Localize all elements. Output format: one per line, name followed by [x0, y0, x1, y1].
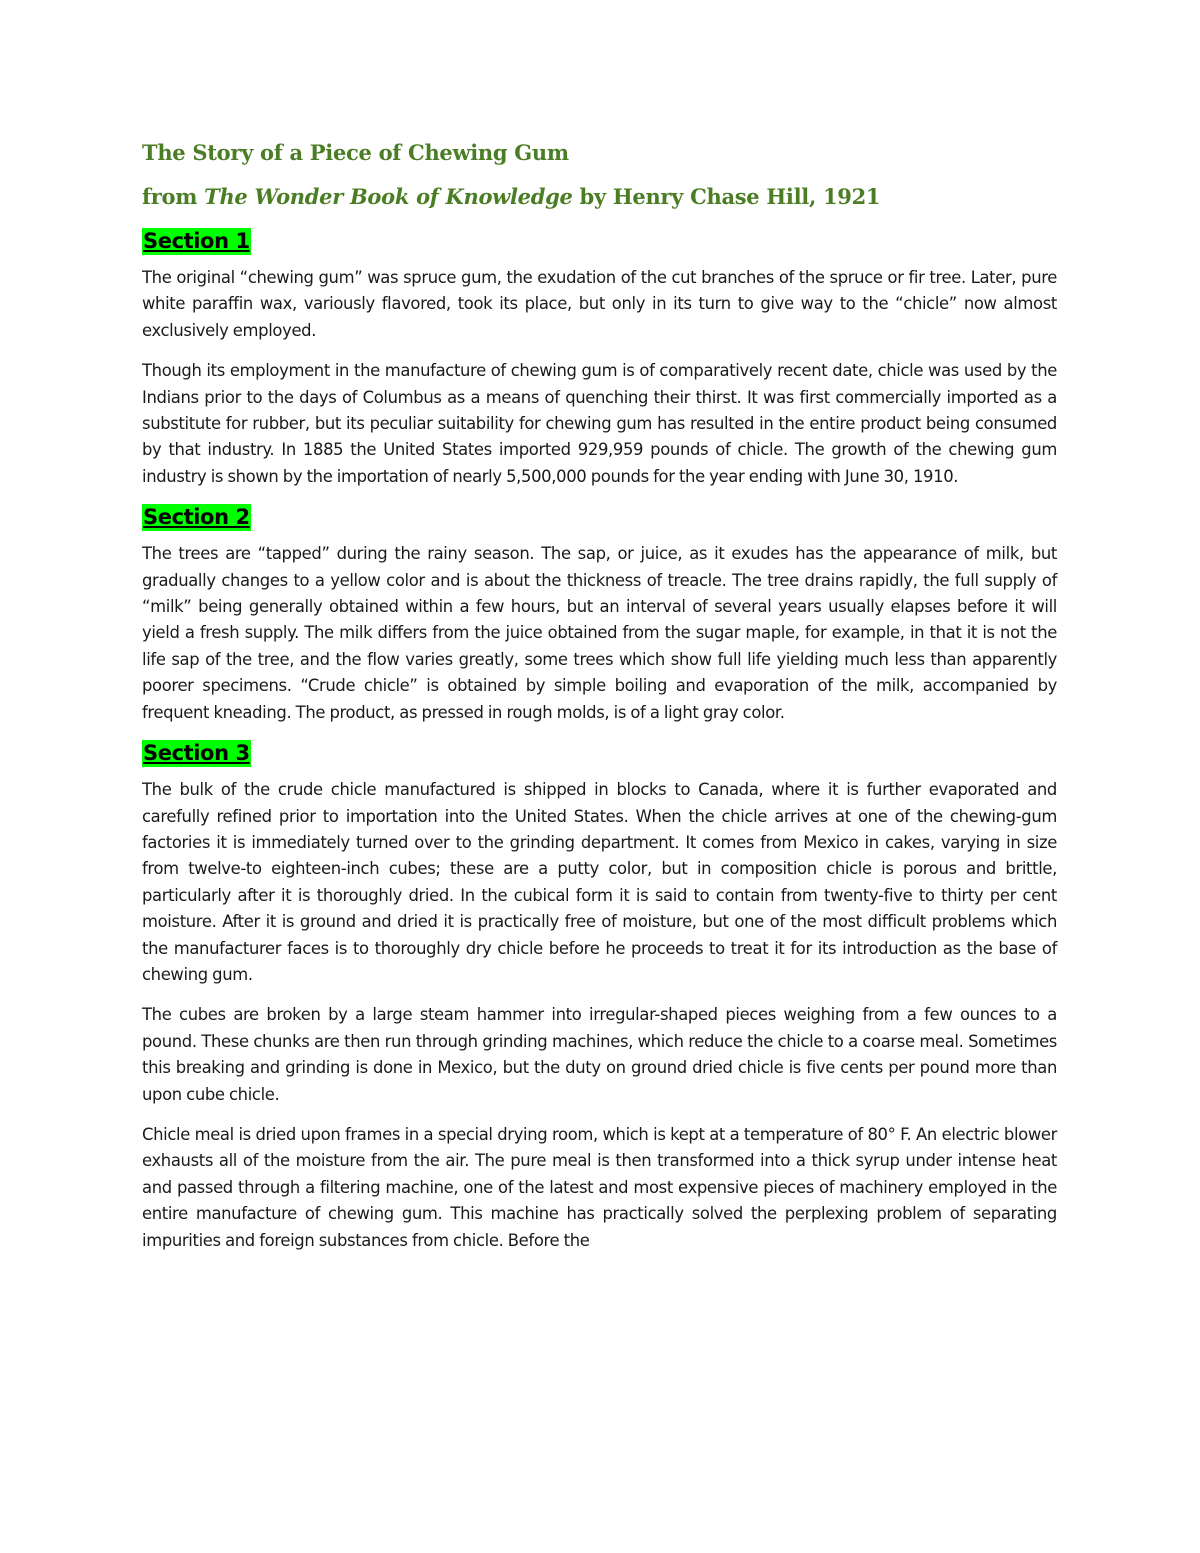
paragraph: The original “chewing gum” was spruce gum, the exudation of the cut branches of the spruce or fir tree. Later, pure white paraffin wax, variously flavored, took its place, but only in its turn to give way to the “chicle” now almost exclusively employed.: [142, 268, 1057, 340]
section-heading: Section 3: [143, 741, 250, 766]
paragraph: Chicle meal is dried upon frames in a special drying room, which is kept at a temperature of 80° F. An electric blower exhausts all of the moisture from the air. The pure meal is then transformed into a thick syrup under intense heat and passed through a filtering machine, one of the latest and most expensive pieces of machinery employed in the entire manufacture of chewing gum. This machine has practically solved the perplexing problem of separating impurities and foreign substances from chicle. Before the: [142, 1124, 1057, 1250]
document-page: [142, 138, 1057, 1268]
paragraph: The bulk of the crude chicle manufactured is shipped in blocks to Canada, where it is further evaporated and carefully refined prior to importation into the United States. When the chicle arrives at one of the chewing-gum factories it is immediately turned over to the grinding department. It comes from Mexico in cakes, varying in size from twelve-to eighteen-inch cubes; these are a putty color, but in composition chicle is porous and brittle, particularly after it is thoroughly dried. In the cubical form it is said to contain from twenty-five to thirty per cent moisture. After it is ground and dried it is practically free of moisture, but one of the most difficult problems which the manufacturer faces is to thoroughly dry chicle before he proceeds to treat it for its introduction as the base of chewing gum.: [142, 780, 1057, 984]
section-heading: Section 2: [143, 505, 250, 530]
document-subtitle: [142, 182, 1057, 212]
subtitle-book-title: The Wonder Book of Knowledge: [204, 184, 573, 209]
paragraph: Though its employment in the manufacture of chewing gum is of comparatively recent date, chicle was used by the Indians prior to the days of Columbus as a means of quenching their thirst. It was first commercially imported as a substitute for rubber, but its peculiar suitability for chewing gum has resulted in the entire product being consumed by that industry. In 1885 the United States imported 929,959 pounds of chicle. The growth of the chewing gum industry is shown by the importation of nearly 5,500,000 pounds for the year ending with June 30, 1910.: [142, 361, 1057, 486]
section-heading: Section 1: [143, 229, 250, 253]
paragraph: The cubes are broken by a large steam hammer into irregular-shaped pieces weighing from a few ounces to a pound. These chunks are then run through grinding machines, which reduce the chicle to a coarse meal. Sometimes this breaking and grinding is done in Mexico, but the duty on ground dried chicle is five cents per pound more than upon cube chicle.: [142, 1005, 1057, 1104]
paragraph: The trees are “tapped” during the rainy season. The sap, or juice, as it exudes has the appearance of milk, but gradually changes to a yellow color and is about the thickness of treacle. The tree drains rapidly, the full supply of “milk” being generally obtained within a few hours, but an interval of several years usually elapses before it will yield a fresh supply. The milk differs from the juice obtained from the sugar maple, for example, in that it is not the life sap of the tree, and the flow varies greatly, some trees which show full life yielding much less than apparently poorer specimens. “Crude chicle” is obtained by simple boiling and evaporation of the milk, accompanied by frequent kneading. The product, as pressed in rough molds, is of a light gray color.: [142, 544, 1057, 722]
section-2: [142, 504, 1057, 726]
section-3: [142, 740, 1057, 1254]
subtitle-suffix: by Henry Chase Hill, 1921: [572, 184, 881, 209]
document-title: The Story of a Piece of Chewing Gum: [142, 140, 569, 165]
subtitle-prefix: from: [142, 184, 205, 209]
section-1: [142, 228, 1057, 490]
